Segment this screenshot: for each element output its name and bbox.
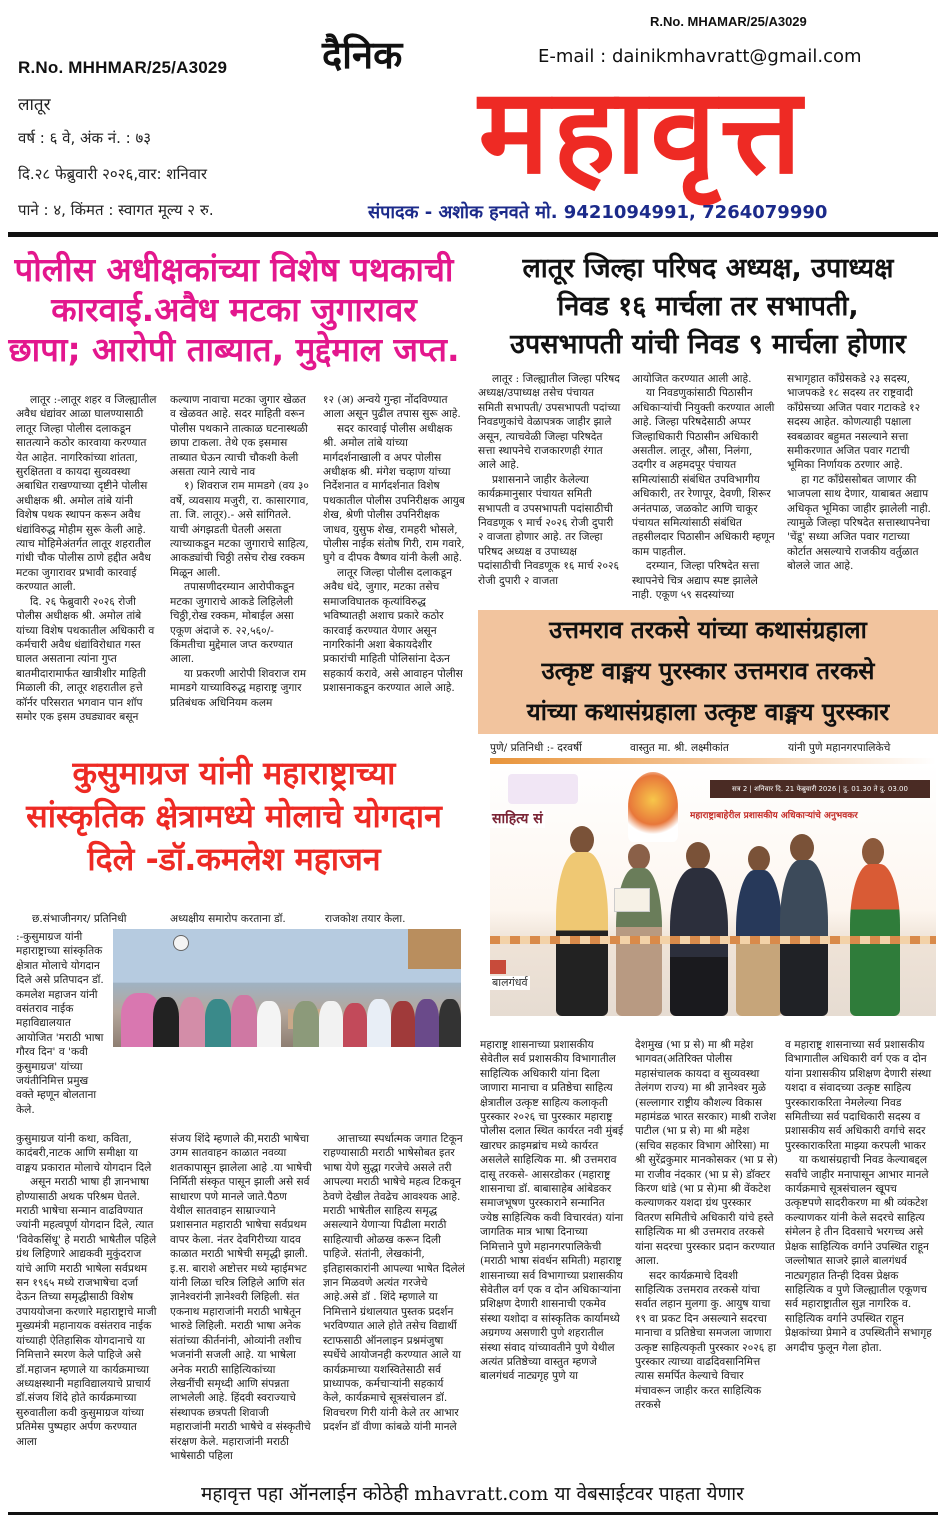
banner-title-text: महाराष्ट्राबाहेरील प्रशासकीय अधिकाऱ्यांचे अनुभवकर bbox=[690, 811, 858, 821]
paragraph: दरम्यान, जिल्हा परिषदेत सत्ता स्थापनेचे चित्र अद्याप स्पष्ट झालेले नाही. एकूण ५९ सदस्यांच्या bbox=[632, 560, 760, 602]
paragraph: या कथासंग्रहाची निवड केल्याबद्दल सर्वांचे जाहीर मनापासून आभार मानले कार्यक्रमाचे सूत्रसंचालन खूपच उत्कृष्टपणे सादरीकरण मा श्री व्यंकटेश कल्याणकर यांनी केले सदरचे साहित्य संमेलन हे तीन दिवसाचे भरगच्च असे प्रेक्षक साहित्यिक वर्गाने उपस्थित राहून जल्लोषात साजरे झाले बालगंधर्व नाट्यगृहात तिन्ही दिवस प्रेक्षक साहित्यिक व पुणे जिल्ह्यातील एकूणच सर्व महाराष्ट्रातील सुज्ञ नागरिक व. साहित्यिक वर्गाने उपस्थित राहून प्रेक्षकांच्या प्रेमाने व उपस्थितीने सभागृह अगदीच फुलून गेला होता. bbox=[785, 1154, 932, 1354]
paragraph: व महाराष्ट्र शासनाच्या सर्व प्रशासकीय विभागातील अधिकारी वर्ग एक व दोन यांना प्रशासकीय प्रशिक्षण देणारी संस्था यशदा व संवादच्या उत्कृष्ट साहित्य पुरस्काराकरिता नेमलेल्या निवड समितीच्या सर्व पदाधिकारी सदस्य व प्रशासकीय सर्व अधिकारी वर्गाचे सदर पुरस्काराकरिता माझ्या करपली भाकर bbox=[785, 1039, 932, 1152]
paragraph: १२ (अ) अन्वये गुन्हा नोंदविण्यात आला असून पुढील तपास सुरू आहे. bbox=[323, 394, 461, 421]
person bbox=[231, 995, 257, 1047]
person-head bbox=[686, 842, 710, 870]
paragraph: देशमुख (भा प्र से) मा श्री महेश भागवत(अतिरिक्त पोलीस महासंचालक कायदा व सुव्यवस्था तेलंगण राज्य) मा श्री ज्ञानेश्वर मुळे (सल्लागार राष्ट्रीय कौशल्य विकास महामंडळ भारत सरकार) माश्री राजेश पाटील (भा प्र से) मा श्री महेश (सचिव सहकार विभाग ओरिसा) मा श्री सुरेंद्रकुमार मानकोसकर (भा प्र से) मा राजीव नंदकार (भा प्र से) डॉक्टर किरण धांडे (भा प्र से)मा श्री वेंकटेश कल्याणकर यशदा ग्रंथ पुरस्कार वितरण समितीचे अधिकारी यांचे हस्ते साहित्यिक मा श्री उत्तमराव तरकसे यांना सदरचा पुरस्कार प्रदान करण्यात आला. bbox=[635, 1039, 778, 1268]
headline-line: उत्तमराव तरकसे यांच्या कथासंग्रहाला bbox=[549, 616, 867, 644]
person bbox=[415, 999, 439, 1047]
paragraph: हा गट काँग्रेससोबत जाणार की भाजपला साथ देणार, याबाबत अद्याप अधिकृत भूमिका जाहीर झालेली नाही. त्यामुळे जिल्हा परिषदेत सत्तास्थापनेचा 'चेंडू' सध्या अजित पवार गटाच्या कोर्टात असल्याचे राजकीय वर्तुळात बोलले जात आहे. bbox=[787, 473, 931, 573]
kusumagraj-intro bbox=[16, 930, 108, 1117]
headline-line: लातूर जिल्हा परिषद अध्यक्ष, उपाध्यक्ष bbox=[522, 253, 894, 284]
police-article-column-2 bbox=[170, 393, 310, 710]
award-article-column-1 bbox=[480, 1038, 624, 1384]
banner-sahitya-text: साहित्य सं bbox=[492, 811, 543, 827]
person-head bbox=[790, 834, 814, 862]
newspaper-logo: महावृत्त bbox=[478, 62, 806, 200]
person bbox=[343, 1003, 367, 1047]
paragraph: या निवडणुकांसाठी पिठासीन अधिकाऱ्यांची नियुक्ती करण्यात आली आहे. जिल्हा परिषदेसाठी अप्पर जिल्हाधिकारी पिठासीन अधिकारी असतील. लातूर, औसा, निलंगा, उदगीर व अहमदपूर पंचायत समित्यांसाठी संबंधित उपविभागीय अधिकारी, तर रेणापूर, देवणी, शिरूर अनंतपाळ, जळकोट आणि चाकूर पंचायत समित्यांसाठी संबंधित तहसीलदार पिठासीन अधिकारी म्हणून काम पाहतील. bbox=[632, 387, 775, 558]
kusumagraj-column-2 bbox=[170, 1132, 312, 1463]
paragraph: कुसुमाग्रज यांनी कथा, कविता, कादंबरी,नाटक आणि समीक्षा या वाङ्मय प्रकारात मोलाचे योगदान दिले bbox=[16, 1133, 152, 1174]
headline-line: कुसुमाग्रज यांनी महाराष्ट्राच्या bbox=[72, 754, 396, 792]
zp-article-headline bbox=[478, 250, 938, 364]
headline-line: निवड १६ मार्चला तर सभापती, bbox=[557, 291, 859, 322]
headline-line: उत्कृष्ट वाङ्मय पुरस्कार उत्तमराव तरकसे bbox=[541, 657, 875, 685]
paragraph: सदर कार्यक्रमाचे दिवशी साहित्यिक उत्तमराव तरकसे यांचा सर्वात लहान मुलगा कु. आयुष याचा १९ वा प्रकट दिन असल्याने सदरचा मानाचा व प्रतिष्ठेचा समजला जाणारा उत्कृष्ट साहित्यकृती पुरस्कार २०२६ हा पुरस्कार त्याच्या वाढदिवसानिमित्त त्यास समर्पित केल्याचे विचार मंचावरून जाहीर करत साहित्यिक तरकसे bbox=[635, 1269, 776, 1412]
paragraph: कल्याण नावाचा मटका जुगार खेळत व खेळवत आहे. सदर माहिती वरून पोलीस पथकाने तात्काळ घटनास्थळी छापा टाकला. तेथे एक इसमास ताब्यात घेऊन त्याची चौकशी केली असता त्याने त्याचे नाव bbox=[170, 394, 308, 479]
person-head bbox=[628, 844, 650, 870]
person bbox=[319, 1001, 343, 1047]
event-emblem bbox=[628, 772, 678, 842]
edition-city: लातूर bbox=[18, 95, 51, 115]
zp-article-column-1 bbox=[478, 372, 622, 588]
cardboard-boxes bbox=[408, 929, 461, 969]
headline-line: छापा; आरोपी ताब्यात, मुद्देमाल जप्त. bbox=[8, 330, 460, 369]
person-head bbox=[570, 826, 594, 854]
award-article-column-3 bbox=[785, 1038, 935, 1355]
paragraph: आयोजित करण्यात आली आहे. bbox=[632, 373, 752, 385]
college-event-photo bbox=[113, 929, 461, 1047]
stage-border bbox=[490, 936, 936, 944]
paragraph: लातूर जिल्हा पोलीस दलाकडून अवैध धंदे, जुगार, मटका तसेच समाजविघातक कृत्यांविरुद्ध भविष्यातही अशाच प्रकारे कठोर कारवाई करण्यात येणार असून नागरिकांनी अशा बेकायदेशीर प्रकारांची माहिती पोलिसांना देऊन सहकार्य करावे, असे आवाहन पोलीस प्रशासनाकडून करण्यात आले आहे. bbox=[323, 566, 463, 695]
paragraph: आत्ताच्या स्पर्धात्मक जगात टिकून राहण्यासाठी मराठी भाषेसोबत इतर भाषा येणे सुद्धा गरजेचे असले तरी आपल्या मराठी भाषेचे महत्व टिकवून ठेवणे देखील तेवढेच आवश्यक आहे. मराठी भाषेतील साहित्य समृद्ध असल्याने येणाऱ्या पिढीला मराठी साहित्याची ओळख करून दिली पाहिजे. संतांनी, लेखकांनी, इतिहासकारांनी आपल्या भाषेत दिलेलं ज्ञान मिळवणे अत्यंत गरजेचे आहे.असे डॉ . शिंदे म्हणाले या निमित्ताने ग्रंथालयात पुस्तक प्रदर्शन भरविण्यात आले होते तसेच विद्यार्थी स्टाफसाठी ऑनलाइन प्रश्नमंजुषा स्पर्धेचे आयोजनही करण्यात आले या कार्यक्रमाच्या यशस्वितेसाठी सर्व प्राध्यापक, कर्मचाऱ्यांनी सहकार्य केले, कार्यक्रमाचे सूत्रसंचालन डॉ. शिवचरण गिरी यांनी केले तर आभार प्रदर्शन डॉ वीणा कांबळे यांनी मानले bbox=[323, 1133, 465, 1434]
paragraph: महाराष्ट्र शासनाच्या प्रशासकीय सेवेतील सर्व प्रशासकीय विभागातील साहित्यिक अधिकारी यांना दिला जाणारा मानाचा व प्रतिष्ठेचा साहित्य क्षेत्रातील उत्कृष्ट साहित्य कलाकृती पुरस्कार २०२६ चा पुरस्कार महाराष्ट्र पोलीस दलात स्थित कार्यरत नवी मुंबई खारघर क्राइमब्रांच मध्ये कार्यरत असलेले साहित्यिक मा. श्री उत्तमराव दासू तरकसे- आसरडोकर (महाराष्ट्र शासनाचा डॉ. बाबासाहेब आंबेडकर समाजभूषण पुरस्काराने सन्मानित ज्येष्ठ साहित्यिक कवी विचारवंत) यांना जागतिक मात्र भाषा दिनाच्या निमित्ताने पुणे महानगरपालिकेची (मराठी भाषा संवर्धन समिती) महाराष्ट्र शासनाच्या सर्व विभागाच्या प्रशासकीय सेवेतील वर्ग एक व दोन अधिकाऱ्यांना प्रशिक्षण देणारी शासनाची एकमेव संस्था यशोदा व सांस्कृतिक कार्यामध्ये अग्रगण्य असणारी पुणे शहरातील संस्था संवाद यांच्यावतीने पुणे येथील अत्यंत प्रतिष्ठेच्या वास्तुत म्हणजे बालगंधर्व नाट्यगृह पुणे या bbox=[480, 1039, 624, 1383]
footer-divider bbox=[8, 1512, 938, 1515]
issue-number: वर्ष : ६ वे, अंक नं. : ७३ bbox=[18, 129, 152, 147]
paragraph: १) शिवराज राम मामडगे (वय ३० वर्षे, व्यवसाय मजुरी, रा. कासारगाव, ता. जि. लातूर).- असे सांगितले. याची अंगझडती घेतली असता त्याच्याकडून मटका जुगाराचे साहित्य, आकड्यांची चिठ्ठी तसेच रोख रक्कम मिळून आली. bbox=[170, 480, 309, 579]
website-promo-banner[interactable]: महावृत्त पहा ऑनलाईन कोठेही mhavratt.com या वेबसाईटवर पाहता येणार bbox=[201, 1483, 744, 1505]
award-dateline-1: पुणे/ प्रतिनिधी :- दरवर्षी bbox=[490, 742, 582, 754]
banner-session-text: सत्र 2 | शनिवार दि. 21 फेब्रुवारी 2026 | दु. 01.30 ते दु. 03.00 bbox=[710, 780, 930, 798]
paragraph: लातूर :-लातूर शहर व जिल्ह्यातील अवैध धंद्यांवर आळा घालण्यासाठी लातूर जिल्हा पोलीस दलाकडून सातत्याने कठोर कारवाया करण्यात येत आहेत. नागरिकांच्या शांतता, सुरक्षितता व कायदा सुव्यवस्था अबाधित राखण्याच्या दृष्टीने पोलीस अधीक्षक श्री. अमोल तांबे यांनी विशेष पथक स्थापन करून अवैध धंद्यांविरुद्ध मोहीम सुरू केली आहे. त्याच मोहिमेअंतर्गत लातूर शहरातील गांधी चौक पोलीस ठाणे हद्दीत अवैध मटका जुगारावर प्रभावी कारवाई करण्यात आली. bbox=[16, 394, 157, 594]
banner-mark bbox=[490, 960, 506, 974]
kusumagraj-dateline-1: छ.संभाजीनगर/ प्रतिनिधी bbox=[32, 913, 127, 925]
police-article-column-1 bbox=[16, 393, 158, 724]
person-head bbox=[748, 846, 770, 872]
headline-line: कारवाई.अवैध मटका जुगारावर bbox=[51, 290, 417, 329]
zp-article-column-2 bbox=[632, 372, 776, 603]
paragraph: असून मराठी भाषा ही ज्ञानभाषा होण्यासाठी अथक परिश्रम घेतले. मराठी भाषेचा सन्मान वाढविण्यात ज्यांनी महत्वपूर्ण योगदान दिले, त्यात 'विवेकसिंधू' हे मराठी भाषेतील पहिले ग्रंथ लिहिणारे आद्यकवी मुकुंदराज यांचे आणि मराठी भाषेला सर्वप्रथम सन १९६५ मध्ये राजभाषेचा दर्जा देऊन तिच्या समृद्धीसाठी विशेष उपाययोजना करणारे महाराष्ट्राचे माजी मुख्यमंत्री महानायक वसंतराव नाईक यांच्याही ऐतिहासिक योगदानाचे या निमित्ताने स्मरण केले पाहिजे असे डॉ.महाजन म्हणाले या कार्यक्रमाच्या अध्यक्षस्थानी महाविद्यालयाचे प्राचार्य डॉ.संजय शिंदे होते कार्यक्रमाच्या सुरुवातीला कवी कुसुमाग्रज यांच्या प्रतिमेस पुष्पहार अर्पण करण्यात आला bbox=[16, 1176, 157, 1448]
wall-clock bbox=[173, 935, 189, 951]
kusumagraj-dateline-3: राजकोश तयार केला. bbox=[325, 913, 406, 925]
issue-date: दि.२८ फेब्रुवारी २०२६,वार: शनिवार bbox=[18, 165, 208, 183]
certificate bbox=[614, 888, 650, 912]
award-dateline-2: वास्तुत मा. श्री. लक्ष्मीकांत bbox=[630, 742, 729, 754]
person bbox=[153, 997, 179, 1047]
paragraph: लातूर : जिल्ह्यातील जिल्हा परिषद अध्यक्ष/उपाध्यक्ष तसेच पंचायत समिती सभापती/ उपसभापती पदांच्या निवडणुकांचे वेळापत्रक जाहीर झाले असून, त्याचवेळी जिल्हा परिषदेत सत्ता स्थापनेचे राजकारणही रंगात आले आहे. bbox=[478, 373, 621, 472]
headline-line: यांच्या कथासंग्रहाला उत्कृष्ट वाङ्मय पुरस्कार bbox=[526, 698, 890, 726]
person bbox=[293, 1001, 319, 1047]
headline-line: उपसभापती यांची निवड ९ मार्चला होणार bbox=[510, 329, 906, 360]
person bbox=[179, 997, 205, 1047]
award-article-column-2 bbox=[635, 1038, 779, 1413]
kusumagraj-article-headline bbox=[8, 752, 460, 881]
zp-article-column-3 bbox=[787, 372, 935, 574]
paragraph: सभागृहात काँग्रेसकडे २३ सदस्य, भाजपकडे १८ सदस्य तर राष्ट्रवादी काँग्रेसच्या अजित पवार गटाकडे १२ सदस्य आहेत. कोणत्याही पक्षाला स्वबळावर बहुमत नसल्याने सत्ता समीकरणात अजित पवार गटाची भूमिका निर्णायक ठरणार आहे. bbox=[787, 373, 921, 472]
person bbox=[556, 852, 608, 1016]
police-article-headline bbox=[8, 250, 460, 370]
person bbox=[391, 1001, 415, 1047]
award-dateline-3: यांनी पुणे महानगरपालिकेचे bbox=[788, 742, 891, 754]
person bbox=[439, 999, 461, 1047]
headline-line: दिले -डॉ.कमलेश महाजन bbox=[87, 840, 381, 878]
registration-number-top: R.No. MHAMAR/25/A3029 bbox=[650, 14, 807, 29]
email-address[interactable]: E-mail : dainikmhavratt@gmail.com bbox=[538, 46, 862, 67]
daily-label: दैनिक bbox=[322, 33, 403, 77]
kusumagraj-column-3 bbox=[323, 1132, 465, 1435]
person-head bbox=[862, 838, 884, 866]
paragraph: :-कुसुमाग्रज यांनी महाराष्ट्राच्या सांस्कृतिक क्षेत्रात मोलाचे योगदान दिले असे प्रतिपादन डॉ. कमलेश महाजन यांनी वसंतराव नाईक महाविद्यालयात आयोजित 'मराठी भाषा गौरव दिन' व 'कवी कुसुमाग्रज' यांच्या जयंतीनिमित्त प्रमुख वक्ते म्हणून बोलताना केले. bbox=[16, 931, 104, 1116]
award-ceremony-photo bbox=[490, 764, 936, 1016]
award-article-headline bbox=[478, 610, 938, 734]
paragraph: तपासणीदरम्यान आरोपीकडून मटका जुगाराचे आकडे लिहिलेली चिठ्ठी,रोख रक्कम, मोबाईल असा एकूण अंदाजे रु. २२,५६०/- किंमतीचा मुद्देमाल जप्त करण्यात आला. bbox=[170, 581, 295, 666]
kusumagraj-column-1 bbox=[16, 1132, 158, 1449]
pages-price: पाने : ४, किंमत : स्वागत मूल्य २ रु. bbox=[18, 201, 214, 219]
person bbox=[367, 999, 391, 1047]
kusumagraj-dateline-2: अध्यक्षीय समारोप करताना डॉ. bbox=[170, 913, 286, 925]
sponsor-logo bbox=[508, 774, 578, 804]
registration-number: R.No. MHHMAR/25/A3029 bbox=[18, 58, 228, 77]
paragraph: दि. २६ फेब्रुवारी २०२६ रोजी पोलीस अधीक्षक श्री. अमोल तांबे यांच्या विशेष पथकातील अधिकारी व कर्मचारी अवैध धंद्यांविरोधात गस्त घालत असताना त्यांना गुप्त बातमीदारामार्फत खात्रीशीर माहिती मिळाली की, लातूर शहरातील हत्ते कॉर्नर परिसरात भगवान पान शॉप समोर एक इसम उघड्यावर बसून bbox=[16, 595, 155, 723]
banner-venue-text: बालगंधर्व bbox=[492, 976, 528, 989]
paragraph: प्रशासनाने जाहीर केलेल्या कार्यक्रमानुसार पंचायत समिती सभापती व उपसभापती पदांसाठीची निवडणूक ९ मार्च २०२६ रोजी दुपारी २ वाजता होणार आहे. तर जिल्हा परिषद अध्यक्ष व उपाध्यक्ष पदांसाठीची निवडणूक १६ मार्च २०२६ रोजी दुपारी २ वाजता bbox=[478, 473, 619, 587]
paragraph: या प्रकरणी आरोपी शिवराज राम मामडगे याच्याविरुद्ध महाराष्ट्र जुगार प्रतिबंधक अधिनियम कलम bbox=[170, 667, 307, 709]
editor-contact: संपादक - अशोक हनवते मो. 9421094991, 7264079990 bbox=[368, 202, 828, 223]
paragraph: संजय शिंदे म्हणाले की,मराठी भाषेचा उगम सातवाहन काळात नवव्या शतकापासून झालेला आहे .या भाषेची निर्मिती संस्कृत पासून झाली असे सर्व साधारण पणे मानले जाते.पैठण येथील सातवाहन साम्राज्याने प्रशासनात महाराठी भाषेचा सर्वप्रथम वापर केला. नंतर देवगिरीच्या यादव काळात मराठी भाषेची समृद्धी झाली. इ.स. बाराशे अष्टोत्तर मध्ये म्हाईमभट यांनी लिळा चरित्र लिहिले आणि संत ज्ञानेश्वरांनी ज्ञानेश्वरी लिहिली. संत एकनाथ महाराजांनी मराठी भाषेतून भारुडे लिहिली. मराठी भाषा अनेक संतांच्या कीर्तनांनी, ओव्यांनी तशीच भजनांनी सजली आहे. या भाषेला अनेक मराठी साहित्यिकांच्या लेखनींची समृध्दी आणि संपन्नता लाभलेली आहे. हिंदवी स्वराज्याचे संस्थापक छत्रपती शिवाजी महाराजांनी मराठी भाषेचे व संस्कृतीचे संरक्षण केले. महाराजांनी मराठी भाषेसाठी पहिला bbox=[170, 1133, 312, 1462]
paragraph: सदर कारवाई पोलीस अधीक्षक श्री. अमोल तांबे यांच्या मार्गदर्शनाखाली व अपर पोलीस अधीक्षक श्री. मंगेश चव्हाण यांच्या निर्देशनात व मार्गदर्शनात विशेष पथकातील पोलीस उपनिरीक्षक आयुब शेख, श्रेणी पोलीस उपनिरीक्षक जाधव, युसुफ शेख, रामहरी भोसले, पोलीस नाईक संतोष गिरी, राम गवारे, घुगे व दीपक वैष्णव यांनी केली आहे. bbox=[323, 422, 465, 565]
person bbox=[205, 999, 231, 1047]
masthead-divider bbox=[8, 232, 938, 237]
headline-line: पोलीस अधीक्षकांच्या विशेष पथकाची bbox=[14, 250, 454, 289]
headline-line: सांस्कृतिक क्षेत्रामध्ये मोलाचे योगदान bbox=[26, 797, 442, 835]
police-article-column-3 bbox=[323, 393, 465, 696]
person bbox=[257, 1001, 281, 1047]
